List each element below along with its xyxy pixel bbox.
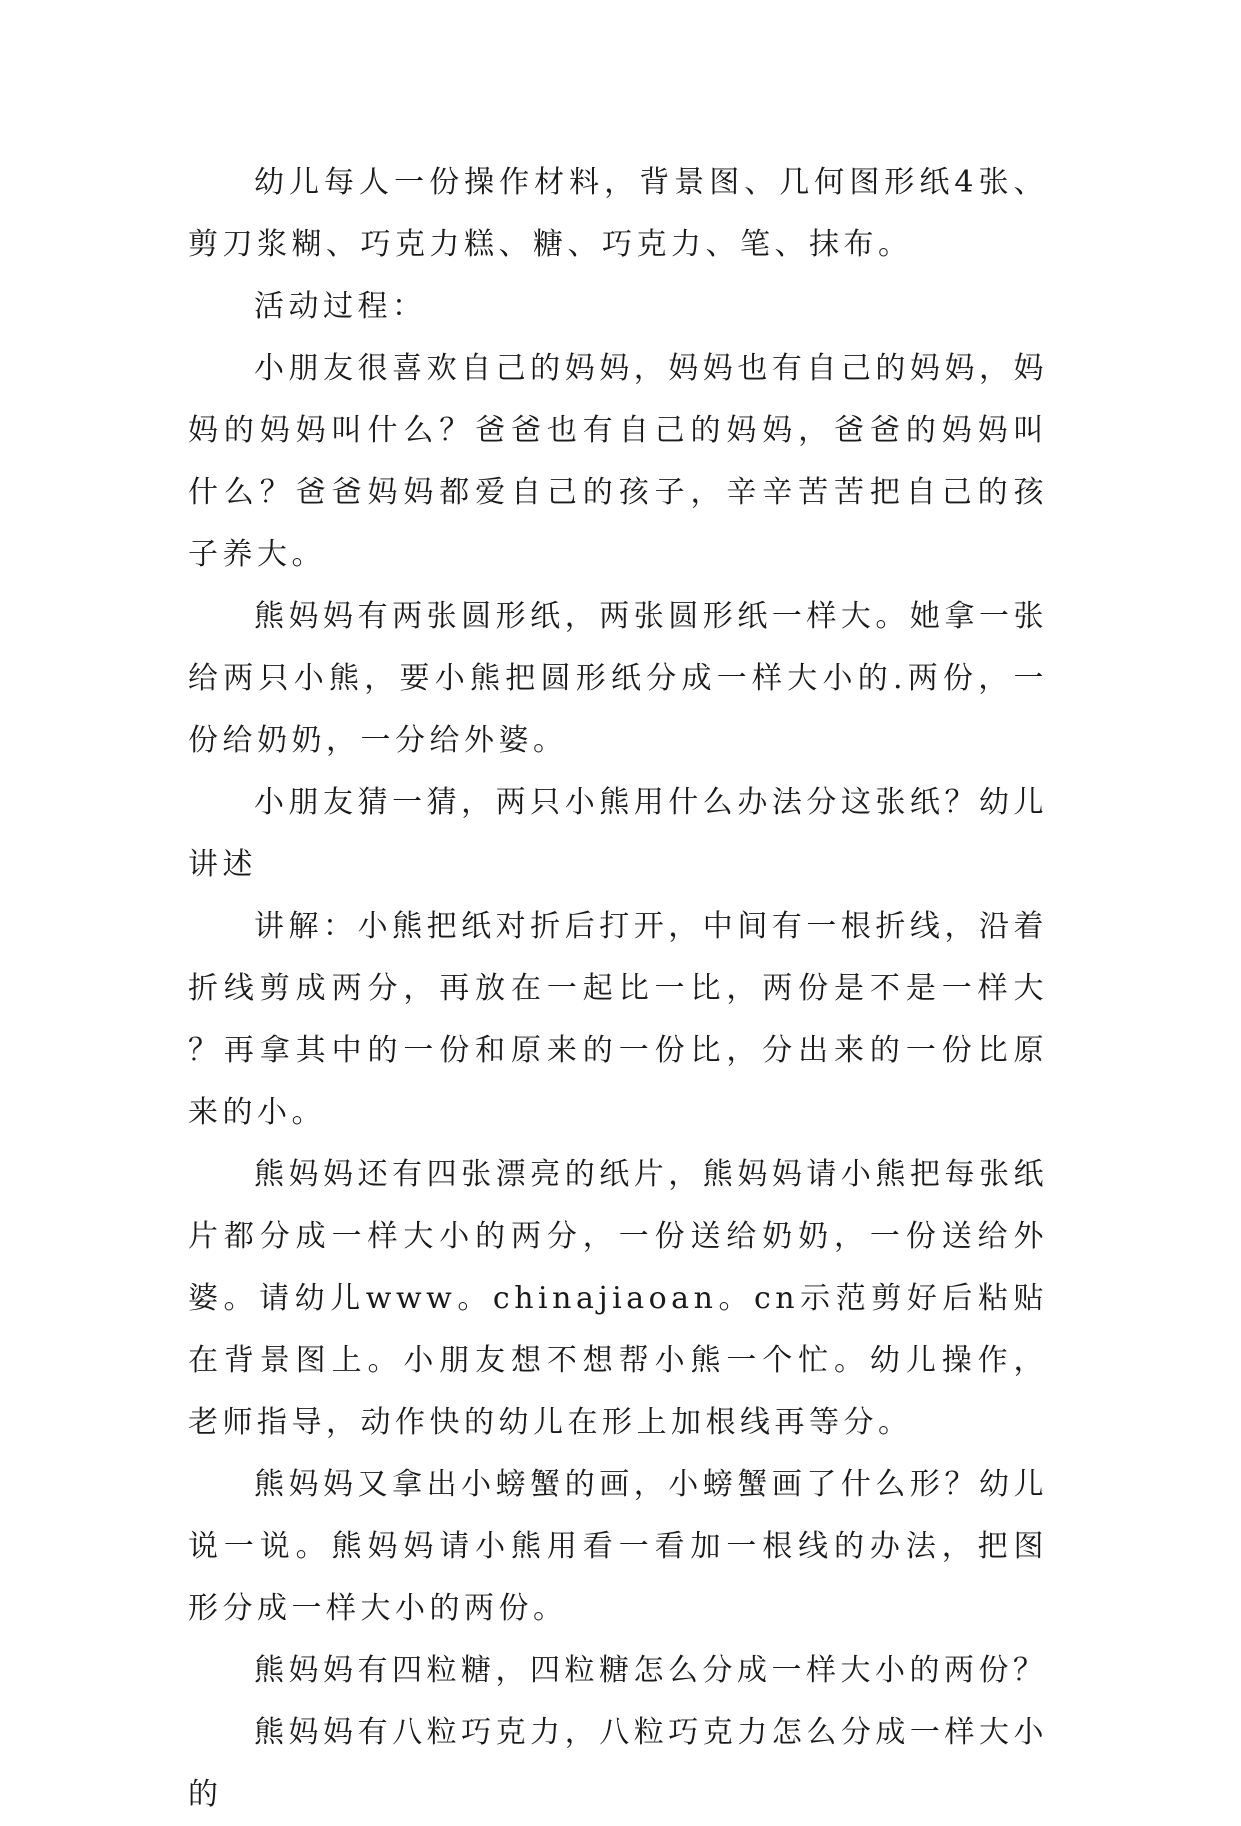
paragraph-round-paper: 熊妈妈有两张圆形纸，两张圆形纸一样大。她拿一张给两只小熊，要小熊把圆形纸分成一样大小的.两份，一份给奶奶，一分给外婆。 xyxy=(188,599,1048,758)
paragraph-four-papers: 熊妈妈还有四张漂亮的纸片，熊妈妈请小熊把每张纸片都分成一样大小的两分，一份送给奶奶，一份送给外婆。请幼儿www。chinajiaoan。cn示范剪好后粘贴在背景图上。小朋友想不想帮小熊一个忙。幼儿操作，老师指导，动作快的幼儿在形上加根线再等分。 xyxy=(188,1157,1048,1440)
paragraph-mothers: 小朋友很喜欢自己的妈妈，妈妈也有自己的妈妈，妈妈的妈妈叫什么？爸爸也有自己的妈妈，爸爸的妈妈叫什么？爸爸妈妈都爱自己的孩子，辛辛苦苦把自己的孩子养大。 xyxy=(188,351,1048,572)
paragraph-guess: 小朋友猜一猜，两只小熊用什么办法分这张纸？幼儿讲述 xyxy=(188,785,1048,882)
paragraph-chocolates: 熊妈妈有八粒巧克力，八粒巧克力怎么分成一样大小的 xyxy=(188,1715,1048,1812)
paragraph-activity-heading: 活动过程： xyxy=(254,289,427,324)
paragraph-crab-drawing: 熊妈妈又拿出小螃蟹的画，小螃蟹画了什么形？幼儿说一说。熊妈妈请小熊用看一看加一根线的办法，把图形分成一样大小的两份。 xyxy=(188,1467,1048,1626)
paragraph-candies: 熊妈妈有四粒糖，四粒糖怎么分成一样大小的两份？ xyxy=(254,1653,1048,1688)
document-body xyxy=(188,152,1048,1826)
paragraph-explanation: 讲解：小熊把纸对折后打开，中间有一根折线，沿着折线剪成两分，再放在一起比一比，两份是不是一样大？再拿其中的一份和原来的一份比，分出来的一份比原来的小。 xyxy=(188,909,1048,1130)
paragraph-materials: 幼儿每人一份操作材料，背景图、几何图形纸4张、剪刀浆糊、巧克力糕、糖、巧克力、笔、抹布。 xyxy=(188,165,1048,262)
